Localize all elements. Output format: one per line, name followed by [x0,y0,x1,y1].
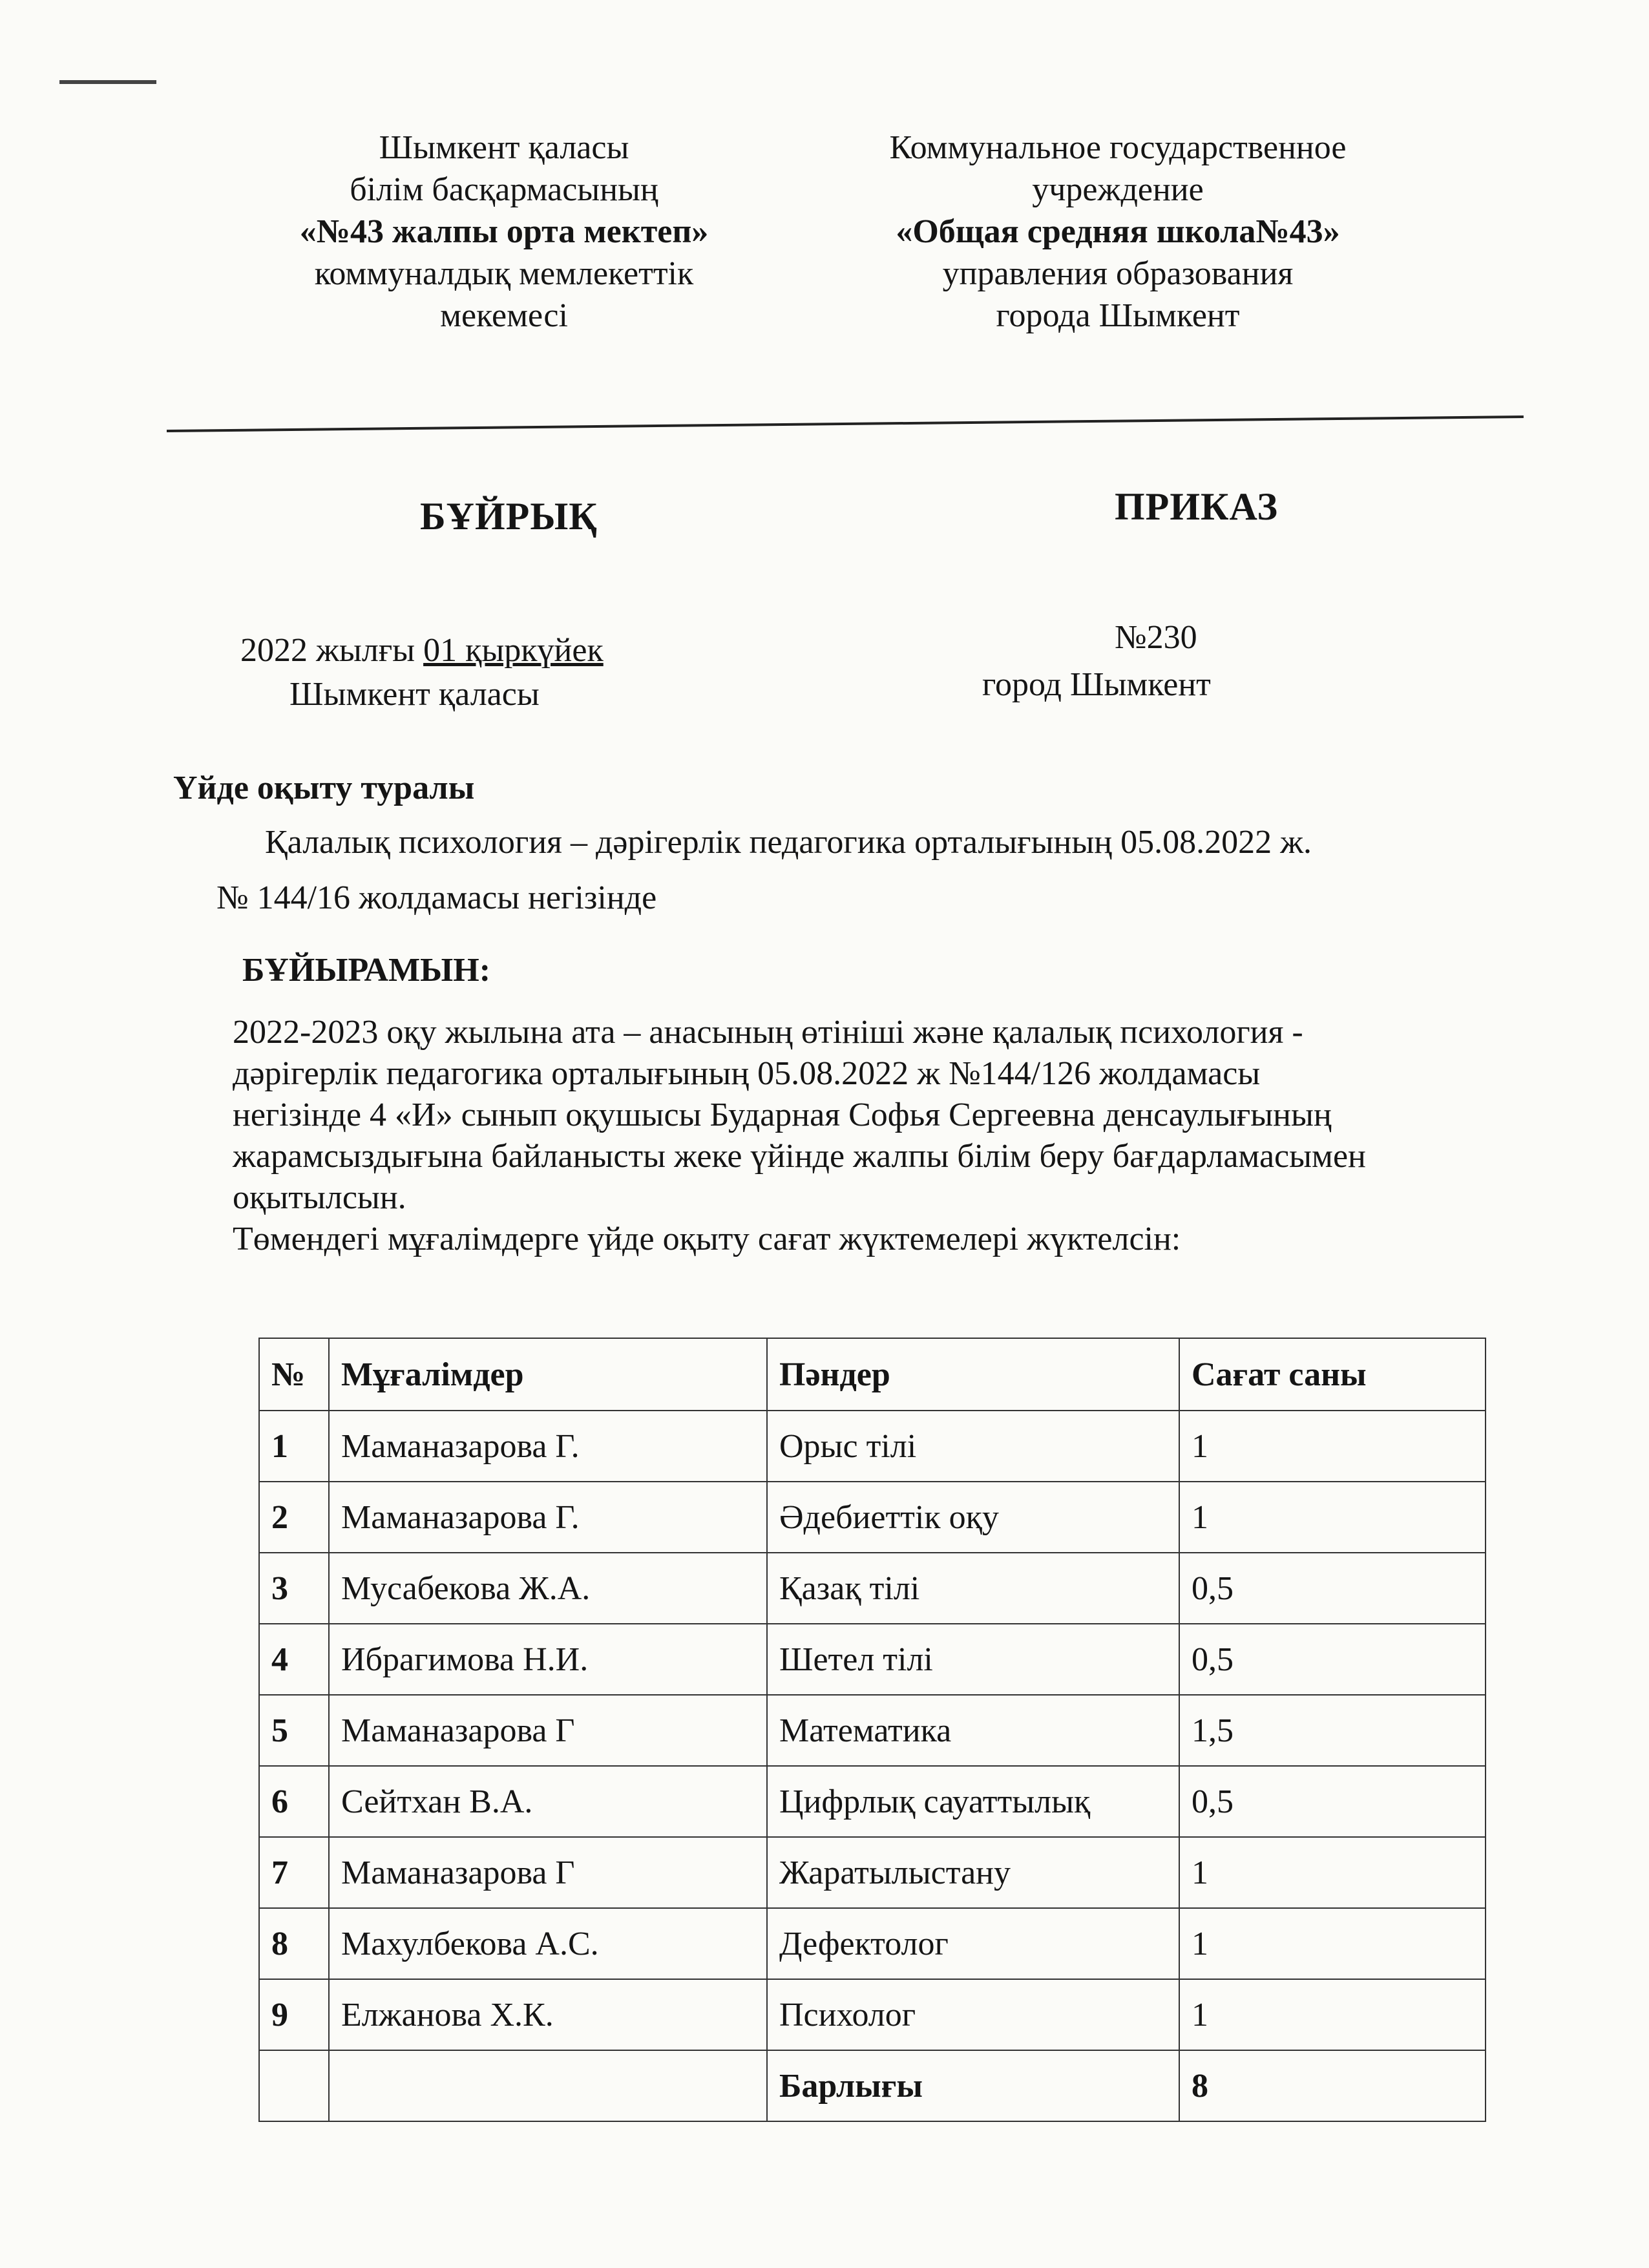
row-hours: 1 [1179,1908,1486,1979]
row-subject: Қазақ тілі [767,1553,1179,1624]
header-ru [795,127,1441,337]
order-word: БҰЙЫРАМЫН: [242,952,491,989]
row-number: 2 [259,1482,329,1553]
row-hours: 1 [1179,1411,1486,1482]
paragraph-line: жарамсыздығына байланысты жеке үйінде жалпы білім беру бағдарламасымен [233,1138,1366,1175]
row-subject: Математика [767,1695,1179,1766]
row-hours: 1,5 [1179,1695,1486,1766]
basis-line-2: № 144/16 жолдамасы негізінде [216,879,657,916]
header-kz-line1: Шымкент қаласы [379,129,629,166]
paragraph-line: Төмендегі мұғалімдерге үйде оқыту сағат жүктемелері жүктелсін: [233,1221,1181,1257]
header-cell-subjects: Пәндер [767,1338,1179,1411]
row-number: 3 [259,1553,329,1624]
total-empty-cell [259,2050,329,2121]
row-number: 6 [259,1766,329,1837]
paragraph-line: 2022-2023 оқу жылына ата – анасының өтініші және қалалық психология - [233,1014,1303,1051]
row-teacher: Елжанова Х.К. [329,1979,767,2050]
row-number: 9 [259,1979,329,2050]
header-ru-line5: города Шымкент [996,297,1240,334]
row-teacher: Маманазарова Г [329,1837,767,1908]
scan-mark [59,80,156,84]
header-ru-line2: учреждение [1032,171,1204,208]
date-kz-date: 01 қыркүйек [423,632,604,669]
row-hours: 1 [1179,1482,1486,1553]
row-subject: Психолог [767,1979,1179,2050]
header-divider [167,415,1524,432]
row-teacher: Ибрагимова Н.И. [329,1624,767,1695]
row-hours: 0,5 [1179,1624,1486,1695]
table-row [259,1553,1486,1624]
order-subject: Үйде оқыту туралы [173,770,475,806]
row-number: 4 [259,1624,329,1695]
hours-table [258,1338,1486,2122]
table-row [259,1411,1486,1482]
header-ru-line4: управления образования [942,255,1294,292]
row-number: 5 [259,1695,329,1766]
header-ru-line1: Коммунальное государственное [889,129,1347,166]
header-kz-school: «№43 жалпы орта мектеп» [299,213,709,250]
table-row [259,1837,1486,1908]
row-number: 7 [259,1837,329,1908]
row-subject: Жаратылыстану [767,1837,1179,1908]
header-kz [246,127,762,337]
row-teacher: Махулбекова А.С. [329,1908,767,1979]
date-kz [240,630,604,671]
row-teacher: Маманазарова Г [329,1695,767,1766]
header-kz-line4: коммуналдық мемлекеттік [314,255,694,292]
table-header-row [259,1338,1486,1411]
header-cell-number: № [259,1338,329,1411]
table-total-row [259,2050,1486,2121]
row-subject: Цифрлық сауаттылық [767,1766,1179,1837]
basis-line-1: Қалалық психология – дәрігерлік педагогика орталығының 05.08.2022 ж. [265,824,1312,861]
row-number: 8 [259,1908,329,1979]
date-kz-year: 2022 жылғы [240,632,424,669]
row-subject: Шетел тілі [767,1624,1179,1695]
table-row [259,1908,1486,1979]
total-value: 8 [1179,2050,1486,2121]
total-empty-cell [329,2050,767,2121]
header-cell-hours: Сағат саны [1179,1338,1486,1411]
row-hours: 1 [1179,1837,1486,1908]
row-teacher: Мусабекова Ж.А. [329,1553,767,1624]
title-ru: ПРИКАЗ [1115,485,1279,528]
row-hours: 0,5 [1179,1766,1486,1837]
row-teacher: Маманазарова Г. [329,1411,767,1482]
row-hours: 0,5 [1179,1553,1486,1624]
row-number: 1 [259,1411,329,1482]
row-teacher: Маманазарова Г. [329,1482,767,1553]
row-teacher: Сейтхан В.А. [329,1766,767,1837]
header-kz-line2: білім басқармасының [350,171,658,208]
row-subject: Орыс тілі [767,1411,1179,1482]
header-ru-school: «Общая средняя школа№43» [896,213,1340,250]
row-hours: 1 [1179,1979,1486,2050]
paragraph-line: негізінде 4 «И» сынып оқушысы Бударная Софья Сергеевна денсаулығының [233,1097,1332,1133]
header-kz-line5: мекемесі [440,297,568,334]
order-number: №230 [1115,619,1197,656]
table-row [259,1695,1486,1766]
order-paragraph [233,1012,1551,1260]
table-row [259,1624,1486,1695]
row-subject: Дефектолог [767,1908,1179,1979]
table-row [259,1482,1486,1553]
title-kz: БҰЙРЫҚ [420,495,598,538]
paragraph-line: оқытылсын. [233,1179,406,1216]
header-cell-teachers: Мұғалімдер [329,1338,767,1411]
table-row [259,1766,1486,1837]
paragraph-line: дәрігерлік педагогика орталығының 05.08.2022 ж №144/126 жолдамасы [233,1055,1261,1092]
city-kz: Шымкент қаласы [289,676,540,713]
city-ru: город Шымкент [982,666,1211,703]
table-row [259,1979,1486,2050]
row-subject: Әдебиеттік оқу [767,1482,1179,1553]
total-label: Барлығы [767,2050,1179,2121]
